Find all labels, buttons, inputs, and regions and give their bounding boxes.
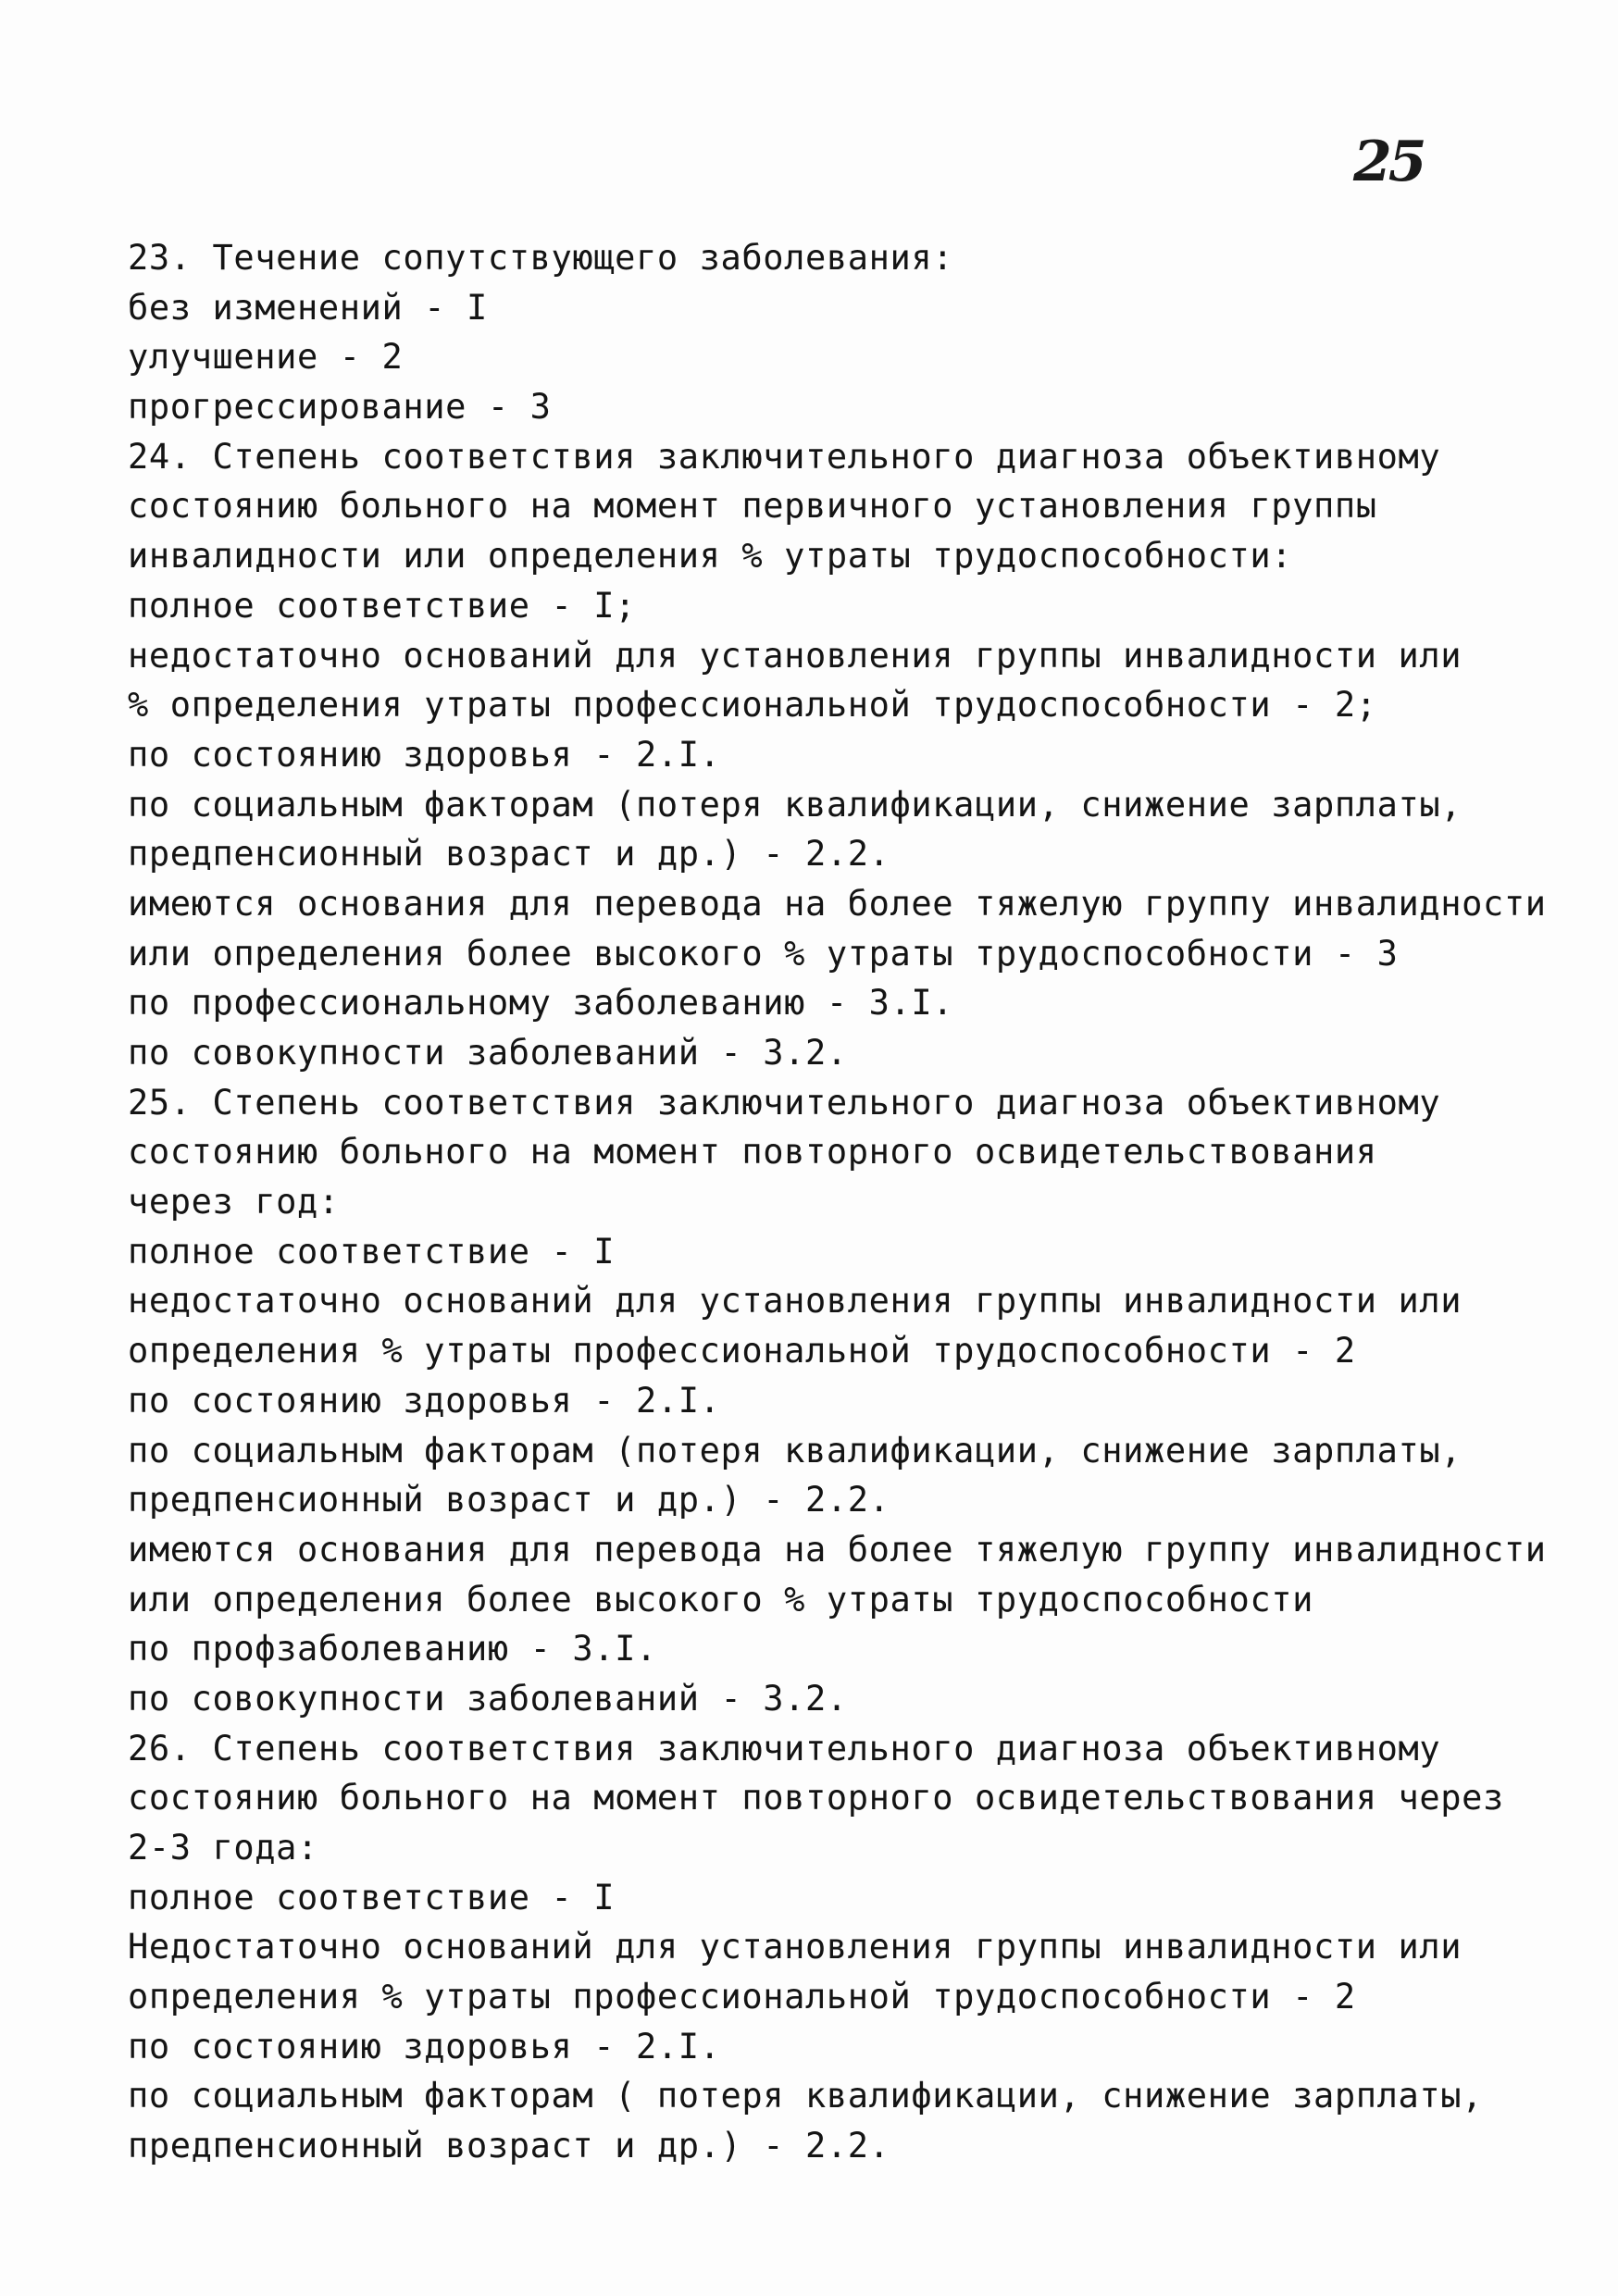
text-line: недостаточно оснований для установления группы инвалидности или xyxy=(128,635,1462,676)
text-line: предпенсионный возраст и др.) - 2.2. xyxy=(128,1480,890,1520)
text-line: по профзаболеванию - 3.I. xyxy=(128,1629,657,1669)
text-line: полное соответствие - I xyxy=(128,1231,616,1272)
text-line: предпенсионный возраст и др.) - 2.2. xyxy=(128,834,890,875)
text-line: по состоянию здоровья - 2.I. xyxy=(128,1380,721,1421)
text-line: улучшение - 2 xyxy=(128,337,404,378)
document-body xyxy=(128,233,1572,2171)
text-line: % определения утраты профессиональной трудоспособности - 2; xyxy=(128,685,1377,726)
text-line: 25. Степень соответствия заключительного диагноза объективному xyxy=(128,1082,1441,1123)
text-line: или определения более высокого % утраты трудоспособности - 3 xyxy=(128,933,1399,974)
text-line: по профессиональному заболеванию - 3.I. xyxy=(128,983,954,1024)
text-line: определения % утраты профессиональной трудоспособности - 2 xyxy=(128,1977,1356,2017)
text-line: по состоянию здоровья - 2.I. xyxy=(128,734,721,775)
text-line: инвалидности или определения % утраты трудоспособности: xyxy=(128,536,1293,577)
text-line: имеются основания для перевода на более тяжелую группу инвалидности xyxy=(128,1529,1547,1570)
text-line: через год: xyxy=(128,1182,340,1222)
text-line: состоянию больного на момент первичного установления группы xyxy=(128,486,1377,527)
text-line: 23. Течение сопутствующего заболевания: xyxy=(128,238,954,278)
text-line: по социальным факторам (потеря квалификации, снижение зарплаты, xyxy=(128,1430,1462,1471)
text-line: или определения более высокого % утраты трудоспособности xyxy=(128,1579,1314,1620)
text-line: по состоянию здоровья - 2.I. xyxy=(128,2026,721,2066)
text-line: состоянию больного на момент повторного освидетельствования xyxy=(128,1132,1377,1173)
text-line: предпенсионный возраст и др.) - 2.2. xyxy=(128,2126,890,2166)
text-line: без изменений - I xyxy=(128,287,488,328)
text-line: состоянию больного на момент повторного освидетельствования через xyxy=(128,1778,1504,1818)
text-line: по социальным факторам (потеря квалификации, снижение зарплаты, xyxy=(128,784,1462,825)
text-line: Недостаточно оснований для установления группы инвалидности или xyxy=(128,1927,1462,1967)
text-line: по социальным факторам ( потеря квалификации, снижение зарплаты, xyxy=(128,2076,1484,2116)
text-line: полное соответствие - I xyxy=(128,1877,616,1917)
text-line: 2-3 года: xyxy=(128,1828,318,1868)
text-line: по совокупности заболеваний - 3.2. xyxy=(128,1678,848,1719)
text-line: 26. Степень соответствия заключительного диагноза объективному xyxy=(128,1728,1441,1769)
text-line: определения % утраты профессиональной трудоспособности - 2 xyxy=(128,1331,1356,1371)
text-line: полное соответствие - I; xyxy=(128,585,637,626)
text-line: имеются основания для перевода на более тяжелую группу инвалидности xyxy=(128,883,1547,924)
text-line: недостаточно оснований для установления группы инвалидности или xyxy=(128,1281,1462,1322)
text-line: прогрессирование - 3 xyxy=(128,387,552,428)
page-number: 25 xyxy=(1353,130,1424,194)
text-line: по совокупности заболеваний - 3.2. xyxy=(128,1033,848,1073)
text-line: 24. Степень соответствия заключительного диагноза объективному xyxy=(128,436,1441,477)
